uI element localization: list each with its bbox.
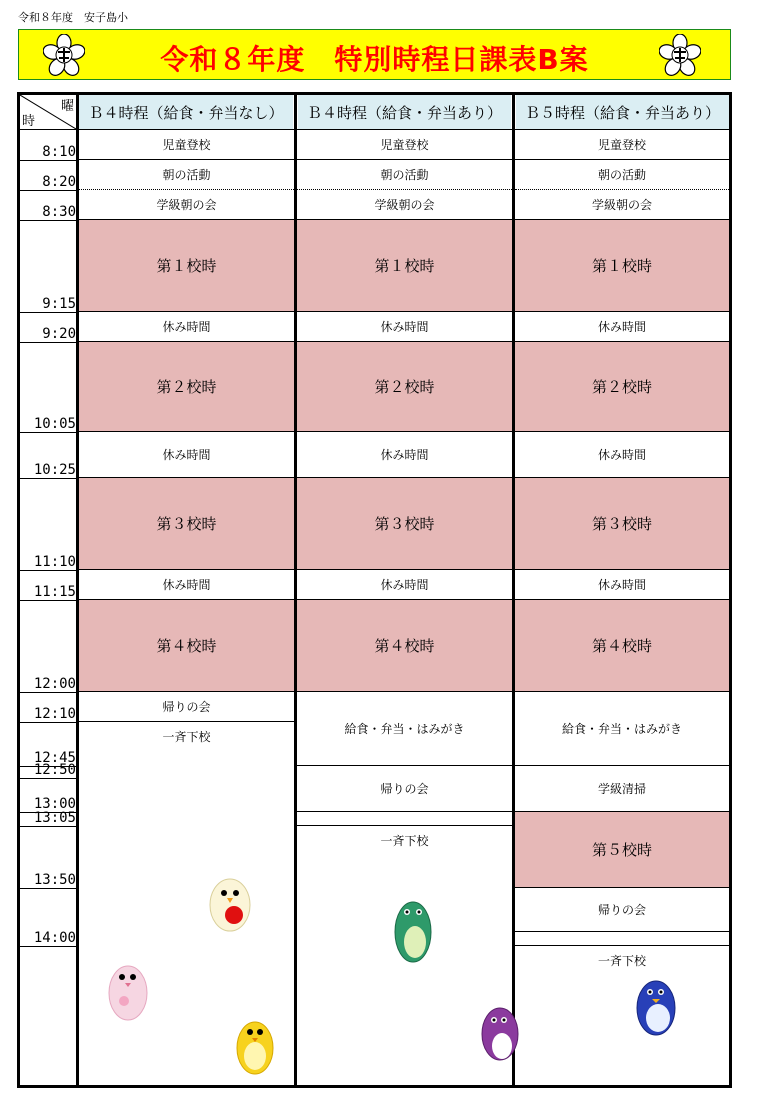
column-header-b5-lunch: Ｂ５時程（給食・弁当あり） [516, 95, 729, 129]
corner-cell [20, 95, 76, 129]
col2-slot: 第４校時 [297, 600, 512, 692]
col1-slot: 休み時間 [79, 312, 294, 342]
col3-slot: 休み時間 [515, 312, 729, 342]
spacer-row [297, 812, 512, 826]
corner-time-label: 時 [22, 114, 36, 129]
time-gridline [20, 570, 76, 571]
time-label: 11:15 [33, 584, 76, 600]
spacer-row [515, 932, 729, 946]
col3-slot: 第１校時 [515, 220, 729, 312]
column-header-b4-no-lunch: Ｂ４時程（給食・弁当なし） [79, 95, 293, 129]
title-banner [18, 29, 731, 80]
col2-slot: 帰りの会 [297, 766, 512, 812]
time-label: 12:45 [33, 750, 76, 766]
col1-slot: 第４校時 [79, 600, 294, 692]
corner-day-label: 曜 [60, 99, 74, 114]
col3-slot: 第４校時 [515, 600, 729, 692]
time-gridline [20, 692, 76, 693]
time-label: 8:10 [42, 144, 76, 160]
time-gridline [20, 312, 76, 313]
time-gridline [20, 432, 76, 433]
page-title: 令和８年度 特別時程日課表B案 [160, 43, 589, 76]
time-label: 13:05 [33, 810, 76, 826]
time-label: 12:50 [33, 762, 76, 778]
time-label: 14:00 [33, 930, 76, 946]
time-label: 10:25 [33, 462, 76, 478]
time-gridline [20, 160, 76, 161]
pink-bird-mascot-icon [100, 955, 156, 1025]
col3-slot: 休み時間 [515, 432, 729, 478]
col1-slot: 朝の活動 [79, 160, 294, 190]
time-label: 12:00 [33, 676, 76, 692]
school-label: 令和８年度 安子島小 [18, 11, 128, 24]
time-gridline [20, 342, 76, 343]
col3-slot: 給食・弁当・はみがき [515, 692, 729, 766]
col3-slot: 一斉下校 [597, 954, 646, 968]
time-label: 13:50 [33, 872, 76, 888]
col1-slot: 休み時間 [79, 570, 294, 600]
time-gridline [20, 722, 76, 723]
purple-bird-mascot-icon [470, 1000, 526, 1072]
col1-slot: 第１校時 [79, 220, 294, 312]
col3-slot: 学級朝の会 [515, 190, 729, 220]
school-crest-icon [659, 34, 701, 76]
col1-slot: 第３校時 [79, 478, 294, 570]
time-gridline [20, 190, 76, 191]
col2-slot: 第１校時 [297, 220, 512, 312]
col2-slot: 朝の活動 [297, 160, 512, 190]
col2-slot: 休み時間 [297, 312, 512, 342]
time-gridline [20, 778, 76, 779]
time-gridline [20, 220, 76, 221]
col2-slot: 児童登校 [297, 130, 512, 160]
time-gridline [20, 826, 76, 827]
time-gridline [20, 600, 76, 601]
col2-slot: 休み時間 [297, 432, 512, 478]
time-label: 9:15 [42, 296, 76, 312]
column-header-b4-lunch: Ｂ４時程（給食・弁当あり） [298, 95, 511, 129]
col3-slot: 第２校時 [515, 342, 729, 432]
col1-slot: 学級朝の会 [79, 190, 294, 220]
chick-mascot-icon [200, 865, 256, 935]
col1-slot: 休み時間 [79, 432, 294, 478]
col3-slot: 帰りの会 [515, 888, 729, 932]
time-label: 10:05 [33, 416, 76, 432]
green-bird-mascot-icon [388, 892, 438, 967]
col3-slot: 第３校時 [515, 478, 729, 570]
time-label: 13:00 [33, 796, 76, 812]
time-gridline [20, 946, 76, 947]
time-label: 9:20 [42, 326, 76, 342]
col1-slot: 児童登校 [79, 130, 294, 160]
col2-slot: 第３校時 [297, 478, 512, 570]
col1-slot: 一斉下校 [162, 730, 211, 744]
time-label: 8:30 [42, 204, 76, 220]
col3-slot: 学級清掃 [515, 766, 729, 812]
blue-bird-mascot-icon [628, 972, 684, 1042]
time-label: 8:20 [42, 174, 76, 190]
col3-slot: 児童登校 [515, 130, 729, 160]
col3-slot: 第５校時 [515, 812, 729, 888]
col2-slot: 第２校時 [297, 342, 512, 432]
time-gridline [20, 888, 76, 889]
col3-slot: 休み時間 [515, 570, 729, 600]
time-gridline [20, 478, 76, 479]
col1-slot: 帰りの会 [79, 692, 294, 722]
yellow-bird-mascot-icon [230, 1010, 280, 1080]
time-label: 11:10 [33, 554, 76, 570]
col2-slot: 学級朝の会 [297, 190, 512, 220]
time-label: 12:10 [33, 706, 76, 722]
col2-slot: 一斉下校 [380, 834, 429, 848]
col2-slot: 給食・弁当・はみがき [297, 692, 512, 766]
col2-slot: 休み時間 [297, 570, 512, 600]
col1-slot: 第２校時 [79, 342, 294, 432]
col3-slot: 朝の活動 [515, 160, 729, 190]
